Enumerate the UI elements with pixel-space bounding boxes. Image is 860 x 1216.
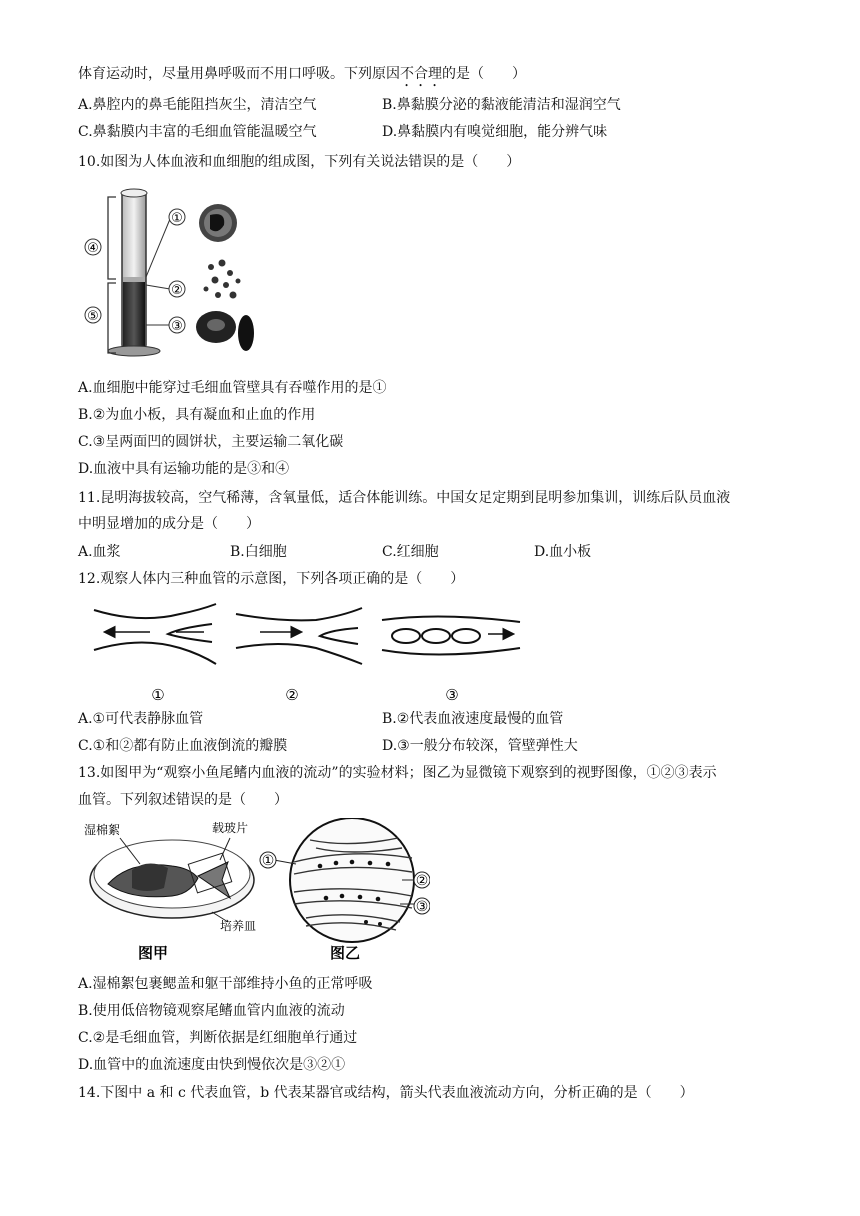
view-label-1: ① <box>261 853 275 869</box>
q10-option-b: B.②为血小板，具有凝血和止血的作用 <box>78 407 316 423</box>
label-plasma: ④ <box>87 241 99 256</box>
q9-stem-emphasis: 不合理 <box>400 66 442 82</box>
white-blood-cell-image <box>199 204 237 242</box>
q10-option-d: D.血液中具有运输功能的是③和④ <box>78 461 290 477</box>
label-blood-cells: ⑤ <box>87 309 99 324</box>
q12-option-c: C.①和②都有防止血液倒流的瓣膜 <box>78 738 288 754</box>
label-slide: 载玻片 <box>212 821 249 835</box>
q9-option-d: D.鼻黏膜内有嗅觉细胞，能分辨气味 <box>382 124 608 140</box>
q10-option-c: C.③呈两面凹的圆饼状，主要运输二氧化碳 <box>78 434 344 450</box>
q10-stem: 10.如图为人体血液和血细胞的组成图，下列有关说法错误的是（ ） <box>78 154 521 170</box>
q10-option-a: A.血细胞中能穿过毛细血管壁具有吞噬作用的是① <box>78 380 387 396</box>
label-fig-a: 图甲 <box>138 944 169 962</box>
label-wet-cotton: 湿棉絮 <box>84 823 121 837</box>
pointer-lines <box>146 219 170 325</box>
q11-stem-line2: 中明显增加的成分是（ ） <box>78 516 260 532</box>
vessel-3-capillary <box>382 616 520 654</box>
label-fig-b: 图乙 <box>330 944 361 962</box>
tube-brackets <box>108 197 116 353</box>
vessel-2 <box>236 608 362 664</box>
label-red-cell: ③ <box>171 319 183 334</box>
q13-option-a: A.湿棉絮包裹鳃盖和躯干部维持小鱼的正常呼吸 <box>78 976 373 992</box>
q9-option-b: B.鼻黏膜分泌的黏液能清洁和湿润空气 <box>382 97 621 113</box>
q12-option-a: A.①可代表静脉血管 <box>78 711 204 727</box>
q11-stem-line1: 11.昆明海拔较高，空气稀薄，含氧量低，适合体能训练。中国女足定期到昆明参加集训，训练后队员血液 <box>78 490 731 506</box>
red-blood-cell-image <box>196 311 254 351</box>
q13-stem-line1: 13.如图甲为“观察小鱼尾鳍内血液的流动”的实验材料；图乙为显微镜下观察到的视野图像，①②③表示 <box>78 765 717 781</box>
q11-option-b: B.白细胞 <box>230 544 287 560</box>
vessel-2-label: ② <box>285 686 299 704</box>
q13-stem-line2: 血管。下列叙述错误的是（ ） <box>78 792 288 808</box>
test-tube <box>108 189 160 356</box>
microscope-view-figure <box>290 818 414 942</box>
petri-dish-figure <box>90 838 254 922</box>
q12-option-d: D.③一般分布较深，管壁弹性大 <box>382 738 578 754</box>
q13-option-b: B.使用低倍物镜观察尾鳍血管内血液的流动 <box>78 1003 345 1019</box>
fish-tail-experiment-figure <box>80 818 430 964</box>
q9-stem <box>78 64 526 90</box>
platelets-image <box>204 260 241 299</box>
q14-stem: 14.下图中 a 和 c 代表血管，b 代表某器官或结构，箭头代表血液流动方向，分析正确的是（ ） <box>78 1085 694 1101</box>
view-label-3: ③ <box>415 899 429 915</box>
blood-composition-figure <box>78 185 268 365</box>
q11-option-c: C.红细胞 <box>382 544 439 560</box>
label-white-cell: ① <box>171 211 183 226</box>
q9-stem-a: 体育运动时，尽量用鼻呼吸而不用口呼吸。下列原因 <box>78 66 400 82</box>
q13-option-c: C.②是毛细血管，判断依据是红细胞单行通过 <box>78 1030 358 1046</box>
vessel-3-label: ③ <box>445 686 459 704</box>
view-label-2: ② <box>415 873 429 889</box>
vessel-1-label: ① <box>151 686 165 704</box>
q11-option-a: A.血浆 <box>78 544 121 560</box>
label-petri-dish: 培养皿 <box>220 919 257 933</box>
q12-option-b: B.②代表血液速度最慢的血管 <box>382 711 564 727</box>
label-platelet: ② <box>171 283 183 298</box>
q13-option-d: D.血管中的血流速度由快到慢依次是③②① <box>78 1057 346 1073</box>
q11-option-d: D.血小板 <box>534 544 592 560</box>
q12-stem: 12.观察人体内三种血管的示意图，下列各项正确的是（ ） <box>78 571 465 587</box>
q9-option-a: A.鼻腔内的鼻毛能阻挡灰尘，清洁空气 <box>78 97 317 113</box>
blood-vessels-figure <box>80 598 530 706</box>
q9-option-c: C.鼻黏膜内丰富的毛细血管能温暖空气 <box>78 124 317 140</box>
q9-stem-b: 的是（ ） <box>442 66 526 82</box>
vessel-1 <box>94 604 216 664</box>
